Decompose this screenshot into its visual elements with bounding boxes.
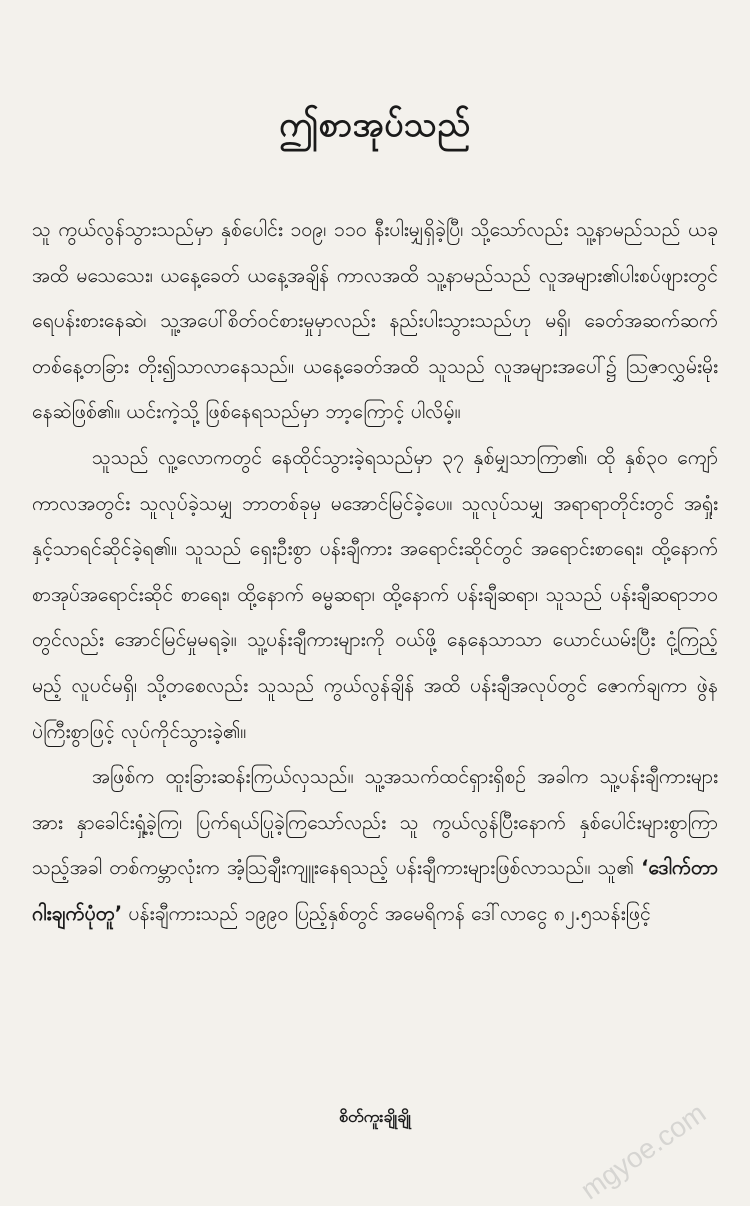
painting-title: ‘ဒေါက်တာ ဂါးချက်ပုံတူ’ [32,856,718,925]
paragraph-2: သူသည် လူ့လောကတွင် နေထိုင်သွားခဲ့ရသည်မှာ ၃၇ နှစ်မျှသာကြာ၏၊ ထို နှစ်၃၀ ကျော်ကာလအတွင်း သူလုပ်ခဲ့သမျှ ဘာတစ်ခုမှ မအောင်မြင်ခဲ့ပေ။ သူလုပ်သမျှ အရာရာတိုင်းတွင် အရှုံးနှင့်သာရင်ဆိုင်ခဲ့ရ၏။ သူသည် ရှေးဦးစွာ ပန်းချီကား အရောင်းဆိုင်တွင် အရောင်းစာရေး၊ ထို့နောက် စာအုပ်အရောင်းဆိုင် စာရေး၊ ထို့နောက် ဓမ္မဆရာ၊ ထို့နောက် ပန်းချီဆရာ၊ သူသည် ပန်းချီဆရာဘဝ တွင်လည်း အောင်မြင်မှုမရခဲ့။ သူ့ပန်းချီကားများကို ဝယ်ဖို့ နေနေသာသာ ယောင်ယမ်းပြီး ငုံ့ကြည့်မည့် လူပင်မရှိ၊ သို့တစေလည်း သူသည် ကွယ်လွန်ချိန် အထိ ပန်းချီအလုပ်တွင် ဇောက်ချကာ ဖွဲနပဲကြီးစွာဖြင့် လုပ်ကိုင်သွားခဲ့၏။ [32,445,718,743]
paragraph-3-text-before: အဖြစ်က ထူးခြားဆန်းကြယ်လှသည်။ သူ့အသက်ထင်ရှားရှိစဉ် အခါက သူ့ပန်းချီကားများအား နှာခေါင်းရှုံ့ခဲ့ကြ၊ ပြက်ရယ်ပြုခဲ့ကြသော်လည်း သူ ကွယ်လွန်ပြီးနောက် နှစ်ပေါင်းများစွာကြာသည့်အခါ တစ်ကမ္ဘာလုံးက အံ့သြချီးကျူးနေရသည့် ပန်းချီကားများဖြစ်လာသည်။ သူ၏ [32,765,718,880]
watermark: mgyoe.com [575,1096,712,1206]
running-footer: စိတ်ကူးချိုချို [339,1107,411,1126]
page-title: ဤစာအုပ်သည် [279,105,471,145]
paragraph-3 [32,754,718,936]
body-text [32,207,718,937]
paragraph-3-text-after: ပန်းချီကားသည် ၁၉၉၀ ပြည့်နှစ်တွင် အမေရိကန် ဒေါ်လာငွေ ၈၂.၅သန်းဖြင့် [128,901,651,925]
paragraph-1: သူ ကွယ်လွန်သွားသည်မှာ နှစ်ပေါင်း ၁၀၉၊ ၁၁၀ နီးပါးမျှရှိခဲ့ပြီ၊ သို့သော်လည်း သူ့နာမည်သည် ယခုအထိ မသေသေး၊ ယနေ့ခေတ် ယနေ့အချိန် ကာလအထိ သူ့နာမည်သည် လူအများ၏ပါးစပ်ဖျားတွင် ရေပန်းစားနေဆဲ၊ သူ့အပေါ်စိတ်ဝင်စားမှုမှာလည်း နည်းပါးသွားသည်ဟု မရှိ၊ ခေတ်အဆက်ဆက် တစ်နေ့တခြား တိုး၍သာလာနေသည်။ ယနေ့ခေတ်အထိ သူသည် လူအများအပေါ်၌ သြဇာလွှမ်းမိုးနေဆဲဖြစ်၏။ ယင်းကဲ့သို့ ဖြစ်နေရသည်မှာ ဘာ့ကြောင့် ပါလိမ့်။ [32,218,718,424]
